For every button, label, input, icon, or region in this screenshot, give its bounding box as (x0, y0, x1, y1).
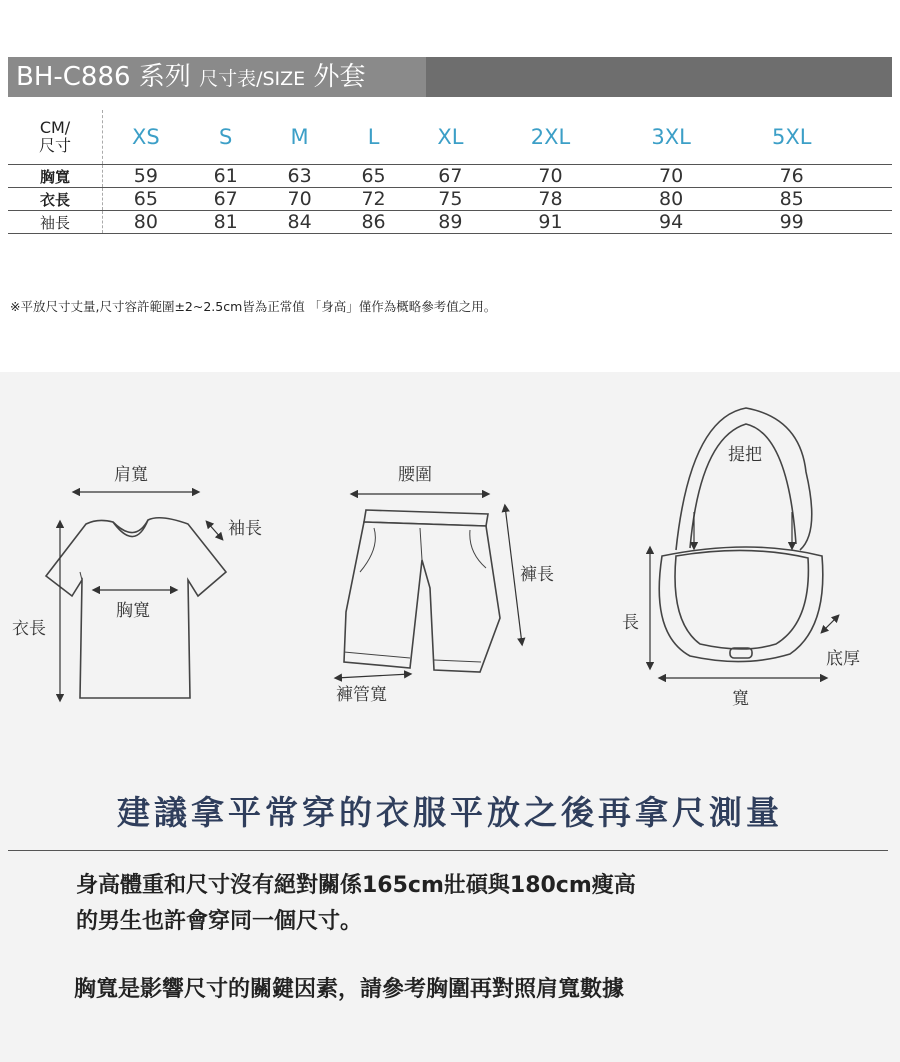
handle-label: 提把 (728, 445, 762, 465)
unit-label: CM/ (39, 118, 71, 137)
table-cell: 99 (731, 211, 852, 234)
size-label: 尺寸 (38, 136, 71, 155)
bag-depth-label: 底厚 (826, 649, 860, 669)
table-cell: 76 (731, 165, 852, 188)
spacer-cell (852, 211, 892, 234)
divider (8, 850, 888, 851)
row-label: 胸寬 (8, 165, 103, 188)
size-header: M (263, 110, 337, 165)
row-label: 袖長 (8, 211, 103, 234)
bag-width-label: 寬 (732, 689, 749, 709)
bag-height-label: 長 (622, 613, 639, 633)
size-header: 2XL (490, 110, 611, 165)
sleeve-length-label: 袖長 (228, 519, 262, 539)
table-row (8, 211, 892, 234)
table-cell: 89 (411, 211, 491, 234)
table-cell: 63 (263, 165, 337, 188)
table-row (8, 188, 892, 211)
chest-width-paragraph: 胸寬是影響尺寸的關鍵因素，請參考胸圍再對照肩寬數據 (74, 977, 625, 1002)
spacer-cell (852, 165, 892, 188)
size-header: 5XL (731, 110, 852, 165)
shorts-illustration (344, 510, 500, 672)
table-cell: 61 (189, 165, 263, 188)
table-cell: 70 (263, 188, 337, 211)
measurement-guide-section (0, 372, 900, 1062)
title (8, 57, 426, 97)
table-cell: 75 (411, 188, 491, 211)
model-name: BH-C886 系列 (16, 62, 191, 92)
table-cell: 59 (103, 165, 189, 188)
pants-length-label: 褲長 (520, 565, 554, 585)
category-label: 外套 (313, 62, 366, 92)
shoulder-width-label: 肩寬 (114, 465, 148, 485)
chart-subtitle: 尺寸表/SIZE (199, 68, 306, 90)
table-cell: 67 (189, 188, 263, 211)
size-header: L (337, 110, 411, 165)
table-cell: 86 (337, 211, 411, 234)
table-cell: 80 (611, 188, 732, 211)
size-header: 3XL (611, 110, 732, 165)
table-cell: 65 (103, 188, 189, 211)
table-cell: 67 (411, 165, 491, 188)
title-bar (8, 57, 892, 97)
size-header: XL (411, 110, 491, 165)
table-cell: 70 (490, 165, 611, 188)
table-row (8, 165, 892, 188)
shirt-length-label: 衣長 (12, 619, 46, 639)
measurement-note: ※平放尺寸丈量,尺寸容許範圍±2~2.5cm皆為正常值 「身高」僅作為概略參考值之用。 (10, 299, 497, 314)
size-header-row (8, 110, 892, 165)
table-cell: 72 (337, 188, 411, 211)
row-label: 衣長 (8, 188, 103, 211)
table-cell: 70 (611, 165, 732, 188)
table-cell: 84 (263, 211, 337, 234)
table-cell: 85 (731, 188, 852, 211)
paragraph-line: 身高體重和尺寸沒有絕對關係165cm壯碩與180cm瘦高 (76, 873, 636, 898)
size-chart-section (0, 0, 900, 372)
waist-label: 腰圍 (398, 465, 432, 485)
size-header: S (189, 110, 263, 165)
spacer-cell (852, 188, 892, 211)
table-cell: 65 (337, 165, 411, 188)
measurement-diagram (0, 372, 900, 752)
chest-width-label: 胸寬 (116, 601, 150, 621)
spacer-cell (852, 110, 892, 165)
measure-headline: 建議拿平常穿的衣服平放之後再拿尺測量 (117, 793, 783, 832)
table-cell: 94 (611, 211, 732, 234)
table-cell: 78 (490, 188, 611, 211)
table-cell: 81 (189, 211, 263, 234)
unit-header (8, 110, 103, 165)
table-cell: 80 (103, 211, 189, 234)
size-header: XS (103, 110, 189, 165)
height-weight-paragraph (76, 868, 636, 940)
hem-width-label: 褲管寬 (336, 685, 387, 705)
size-table (8, 110, 892, 234)
table-cell: 91 (490, 211, 611, 234)
paragraph-line: 的男生也許會穿同一個尺寸。 (76, 909, 363, 934)
